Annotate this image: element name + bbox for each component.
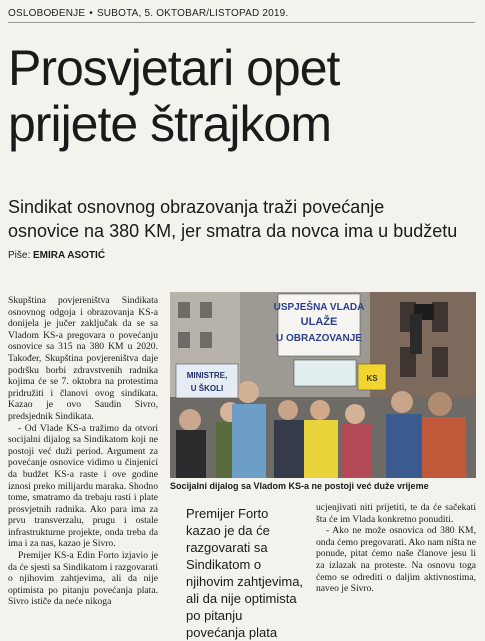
protest-sign-2-line-1: MINISTRE, [186, 371, 228, 380]
paragraph-4: ucjenjivati niti prijetiti, te da će sačekati šta će im Vlada konkretno ponuditi. [316, 502, 476, 525]
article-column-3 [316, 502, 476, 595]
article-column-1 [8, 295, 158, 608]
paragraph-5: - Ako ne može osnovica od 380 KM, onda ćemo pregovarati. Ako nam ništa ne ponude, pitat ćemo naše članove jesu li za izlazak na proteste. Na osnovu toga ćemo se odrediti o daljim aktivnostima, naveo je Sivro. [316, 525, 476, 595]
headline-line-1: Prosvjetari opet [8, 40, 340, 96]
photo-caption: Socijalni dijalog sa Vladom KS-a ne postoji već duže vrijeme [170, 481, 429, 491]
paragraph-3: Premijer KS-a Edin Forto izjavio je da će sjesti sa Sindikatom i razgovarati o njihovim zahtjevima, ali da nije optimista po pitanju povećanja plata. Sivro ističe da neće nikoga [8, 550, 158, 608]
header-separator: • [89, 8, 93, 19]
protest-photo-illustration [170, 292, 476, 478]
page-header [8, 8, 288, 19]
header-rule [8, 22, 475, 23]
subhead-line-2: osnovice na 380 KM, jer smatra da novca ima u budžetu [8, 221, 458, 241]
subhead-line-1: Sindikat osnovnog obrazovanja traži povećanje [8, 197, 385, 217]
headline-line-2: prijete štrajkom [8, 96, 331, 152]
protest-sign-line-1: USPJEŠNA VLADA [273, 302, 365, 313]
newspaper-name: OSLOBOĐENJE [8, 8, 86, 19]
paragraph-1: Skupština povjereništva Sindikata osnovnog odgoja i obrazovanja KS-a donijela je jučer zaključak da se sa Vladom KS-a pregovara o povećanju osnovice sa 315 na 380 KM u 2020. Također, Skupština povjereništva daje podršku borbi zdravstvenih radnika kojima će se 7. oktobra na protestima pridružiti i članovi ovog sindikata. Kazao je ovo Saudin Sivro, predsjednik Sindikata. [8, 295, 158, 422]
headline [8, 40, 478, 152]
protest-sign-line-2: ULAŽE [300, 316, 338, 328]
subheadline [8, 195, 478, 243]
protest-sign-line-3: U OBRAZOVANJE [276, 333, 362, 344]
protest-photo [170, 292, 476, 478]
pull-quote: Premijer Forto kazao je da će razgovarati sa Sindikatom o njihovim zahtjevima, ali da nije optimista po pitanju povećanja plata [186, 506, 304, 640]
issue-date: SUBOTA, 5. OKTOBAR/LISTOPAD 2019. [96, 8, 289, 19]
protest-sign-2-line-2: U ŠKOLI [190, 384, 224, 393]
byline [8, 250, 105, 261]
protest-sign-3: KS [366, 374, 378, 383]
byline-prefix: Piše: [8, 250, 31, 261]
author-name: EMIRA ASOTIĆ [33, 250, 106, 261]
paragraph-2: - Od Vlade KS-a tražimo da otvori socijalni dijalog sa Sindikatom koji ne postoji već duži period. Argument za povećanje osnovice vidimo u činjenici da budžet KS-a raste i ove godine iznosi preko milijardu maraka. Shodno tome, smatramo da trebaju rasti i plate prosvjetnih radnika. Ako para ima za prvu transverzalu, prugu i ostale infrastrukturne projekte, onda treba da ima i za nas, kazao je Sivro. [8, 422, 158, 550]
